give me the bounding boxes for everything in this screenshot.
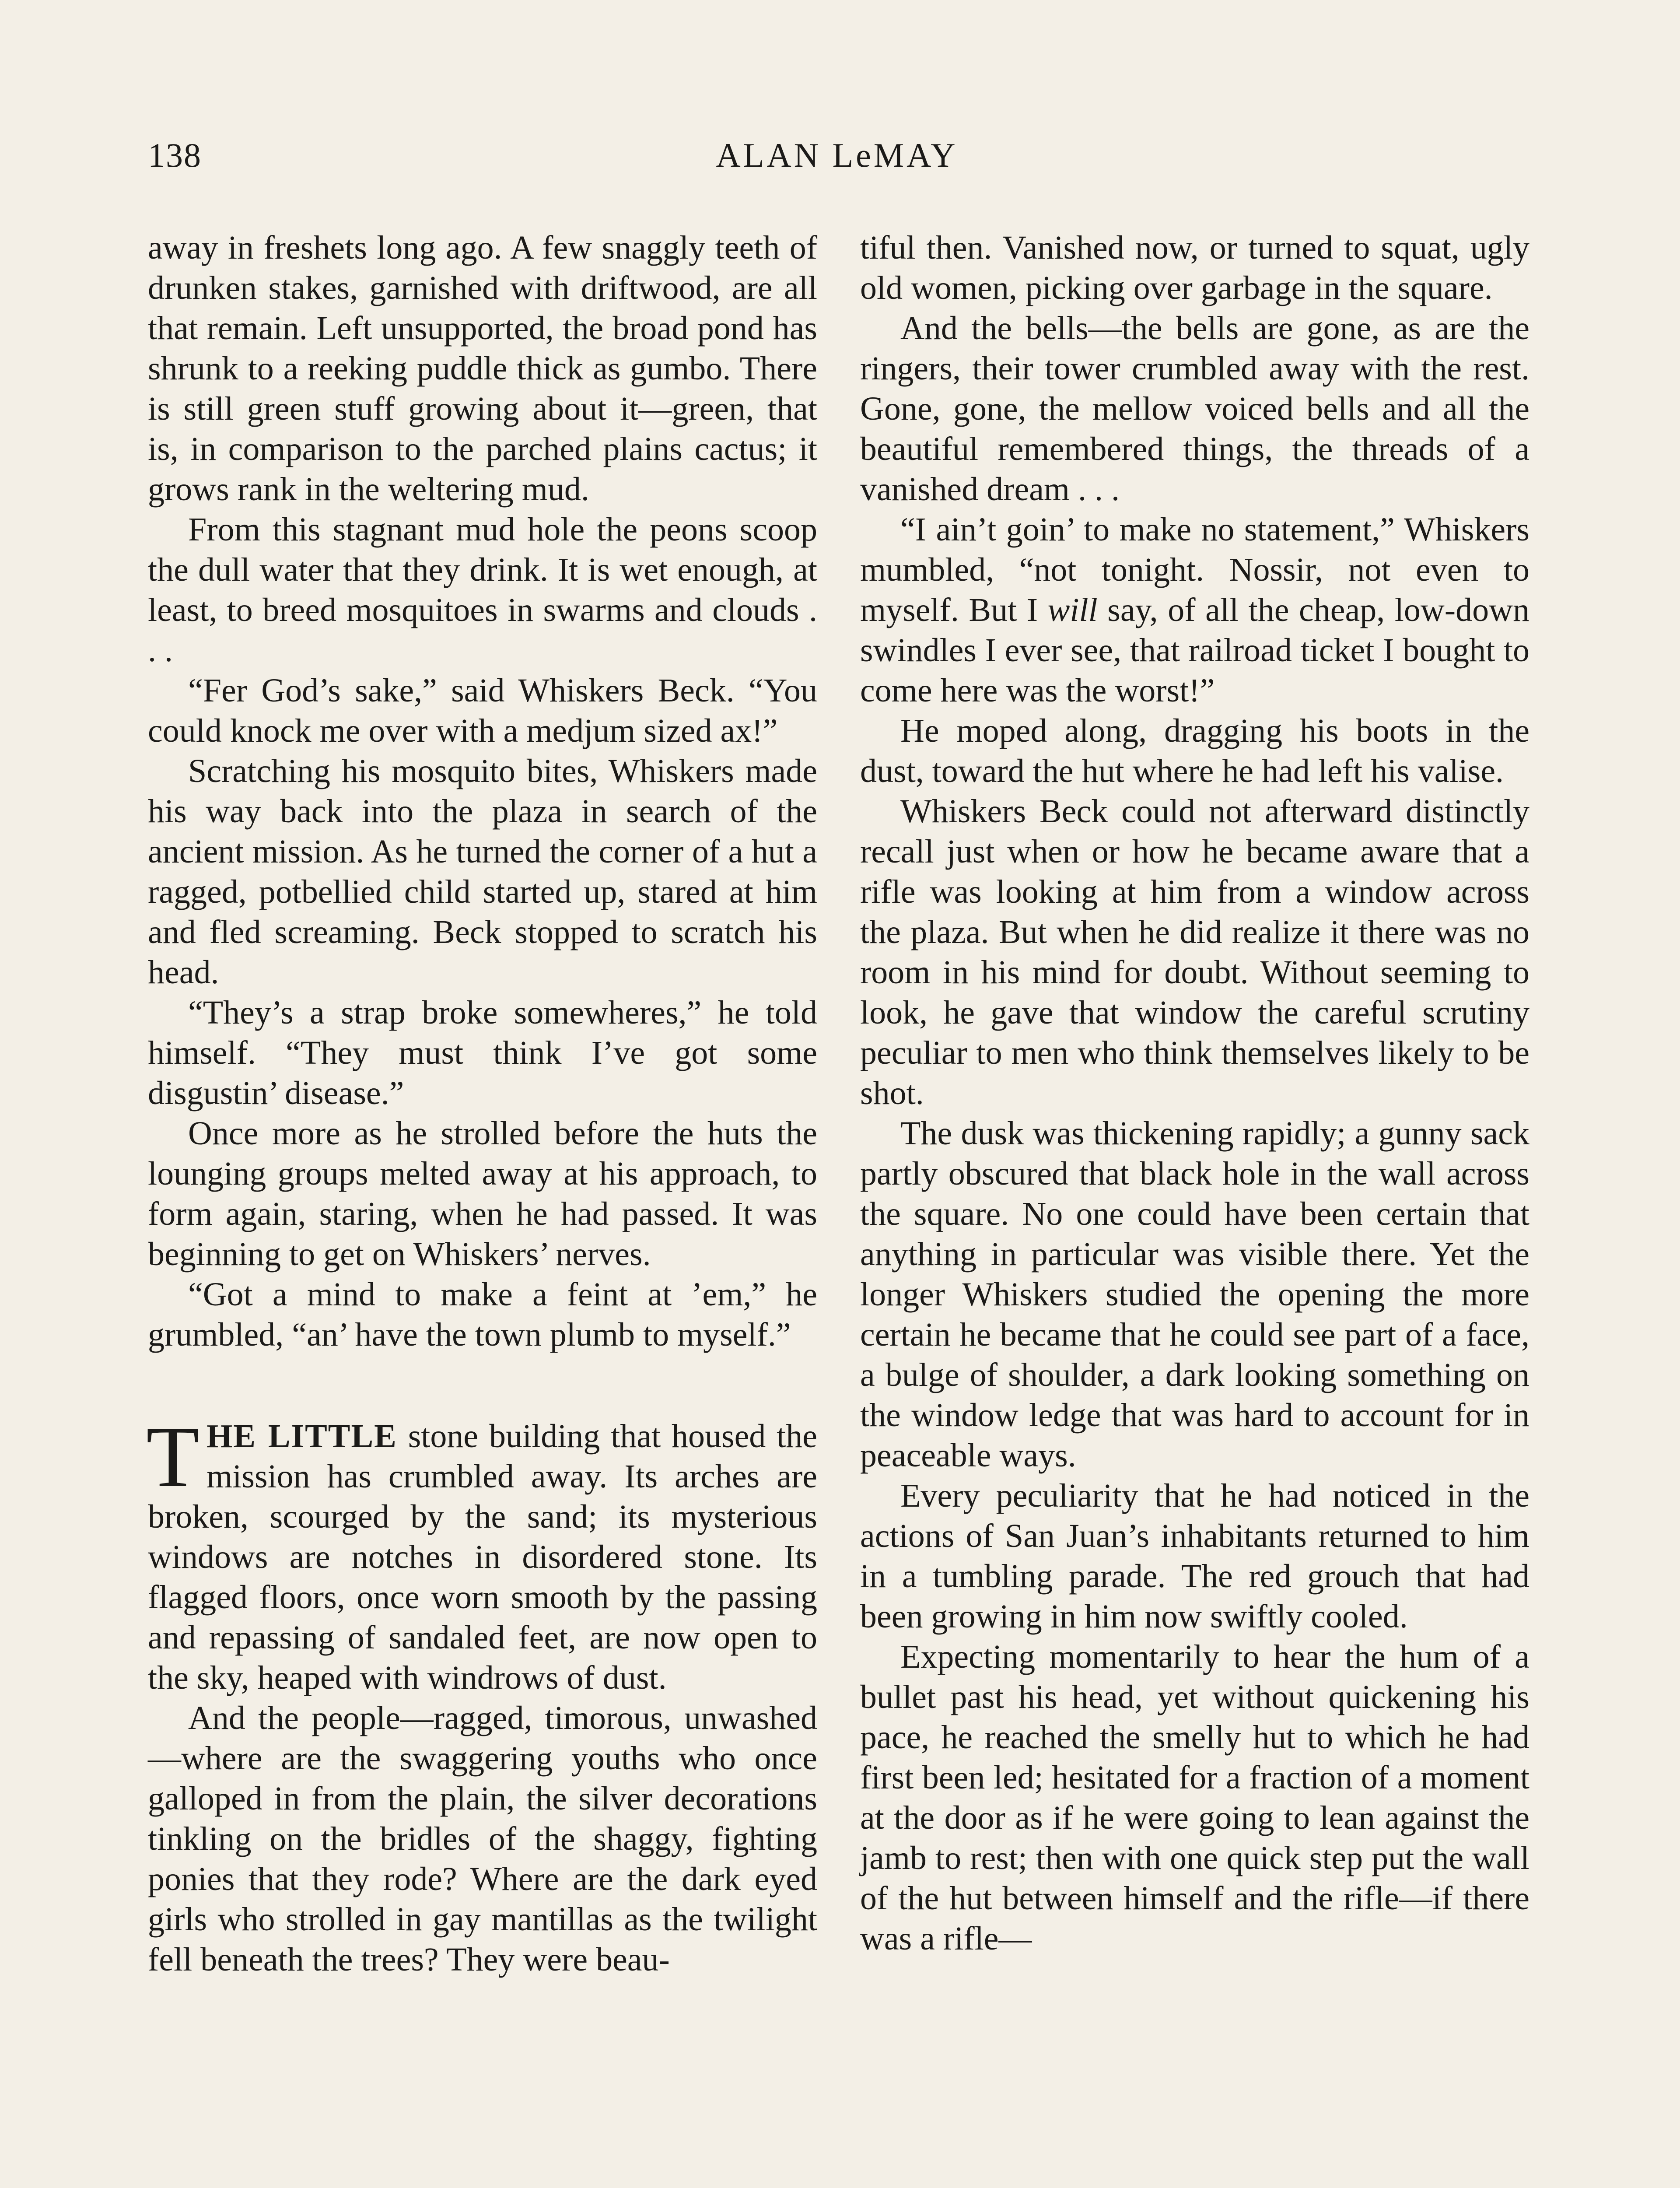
- paragraph: The dusk was thickening rapidly; a gunny sack partly obscured that black hole in the wall across the square. No one could have been certain that anything in particular was visible there. Yet the longer Whiskers studied the opening the more certain he became that he could see part of a face, a bulge of shoulder, a dark looking something on the window ledge that was hard to account for in peaceable ways.: [860, 1115, 1530, 1474]
- paragraph-text: “I ain’t goin’ to make no statement,” Whiskers mumbled, “not tonight. Nossir, not even to myself. But I: [860, 511, 1530, 628]
- italic-emphasis: will: [1047, 592, 1098, 628]
- paragraph-text: stone building that housed the mission has crumbled away. Its arches are broken, scourged by the sand; its mysterious windows are notches in disordered stone. Its flagged floors, once worn smooth by the passing and repassing of sandaled feet, are now open to the sky, heaped with windrows of dust.: [148, 1418, 818, 1696]
- page-number: 138: [148, 136, 202, 174]
- text-column-right: [860, 228, 1530, 1959]
- paragraph: “Got a mind to make a feint at ’em,” he grumbled, “an’ have the town plumb to myself.”: [148, 1276, 817, 1353]
- page-header: [148, 131, 1526, 179]
- paragraph: Once more as he strolled before the huts the lounging groups melted away at his approach, to form again, staring, when he had passed. It was beginning to get on Whiskers’ nerves.: [148, 1115, 817, 1273]
- paragraph-text: say, of all the cheap, low-down swindles I ever see, that railroad ticket I bought to come here was the worst!”: [860, 592, 1530, 709]
- paragraph: From this stagnant mud hole the peons scoop the dull water that they drink. It is wet enough, at least, to breed mosquitoes in swarms and clouds . . .: [148, 511, 817, 669]
- paragraph: And the people—ragged, timorous, unwashed—where are the swaggering youths who once galloped in from the plain, the silver decorations tinkling on the bridles of the shaggy, fighting ponies that they rode? Where are the dark eyed girls who strolled in gay mantillas as the twilight fell beneath the trees? They were beau-: [148, 1700, 817, 1978]
- paragraph: “Fer God’s sake,” said Whiskers Beck. “You could knock me over with a medjum sized ax!”: [148, 672, 817, 749]
- paragraph: [860, 509, 1530, 711]
- running-head-author: ALAN LeMAY: [716, 136, 958, 174]
- paragraph: away in freshets long ago. A few snaggly teeth of drunken stakes, garnished with driftwood, are all that remain. Left unsupported, the broad pond has shrunk to a reeking puddle thick as gumbo. There is still green stuff growing about it—green, that is, in comparison to the parched plains cactus; it grows rank in the weltering mud.: [148, 229, 817, 508]
- paragraph: He moped along, dragging his boots in the dust, toward the hut where he had left his valise.: [860, 712, 1530, 789]
- drop-cap: T: [146, 1409, 200, 1505]
- lead-in-caps: HE LITTLE: [206, 1418, 397, 1455]
- paragraph: “They’s a strap broke somewheres,” he told himself. “They must think I’ve got some disgustin’ disease.”: [148, 994, 817, 1112]
- paragraph: Whiskers Beck could not afterward distinctly recall just when or how he became aware that a rifle was looking at him from a window across the plaza. But when he did realize it there was no room in his mind for doubt. Without seeming to look, he gave that window the careful scrutiny peculiar to men who think themselves likely to be shot.: [860, 793, 1530, 1112]
- paragraph: Scratching his mosquito bites, Whiskers made his way back into the plaza in search of the ancient mission. As he turned the corner of a hut a ragged, potbellied child started up, stared at him and fled screaming. Beck stopped to scratch his head.: [148, 753, 817, 991]
- paragraph: Expecting momentarily to hear the hum of a bullet past his head, yet without quickening his pace, he reached the smelly hut to which he had first been led; hesitated for a fraction of a moment at the door as if he were going to lean against the jamb to rest; then with one quick step put the wall of the hut between himself and the rifle—if there was a rifle—: [860, 1638, 1530, 1957]
- paragraph: tiful then. Vanished now, or turned to squat, ugly old women, picking over garbage in the square.: [860, 229, 1530, 306]
- paragraph: Every peculiarity that he had noticed in the actions of San Juan’s inhabitants returned to him in a tumbling parade. The red grouch that had been growing in him now swiftly cooled.: [860, 1477, 1530, 1635]
- section-opening-paragraph: [146, 1409, 818, 1698]
- paragraph: And the bells—the bells are gone, as are the ringers, their tower crumbled away with the rest. Gone, gone, the mellow voiced bells and all the beautiful remembered things, the threads of a vanished dream . . .: [860, 310, 1530, 508]
- text-column-left: [148, 228, 817, 1980]
